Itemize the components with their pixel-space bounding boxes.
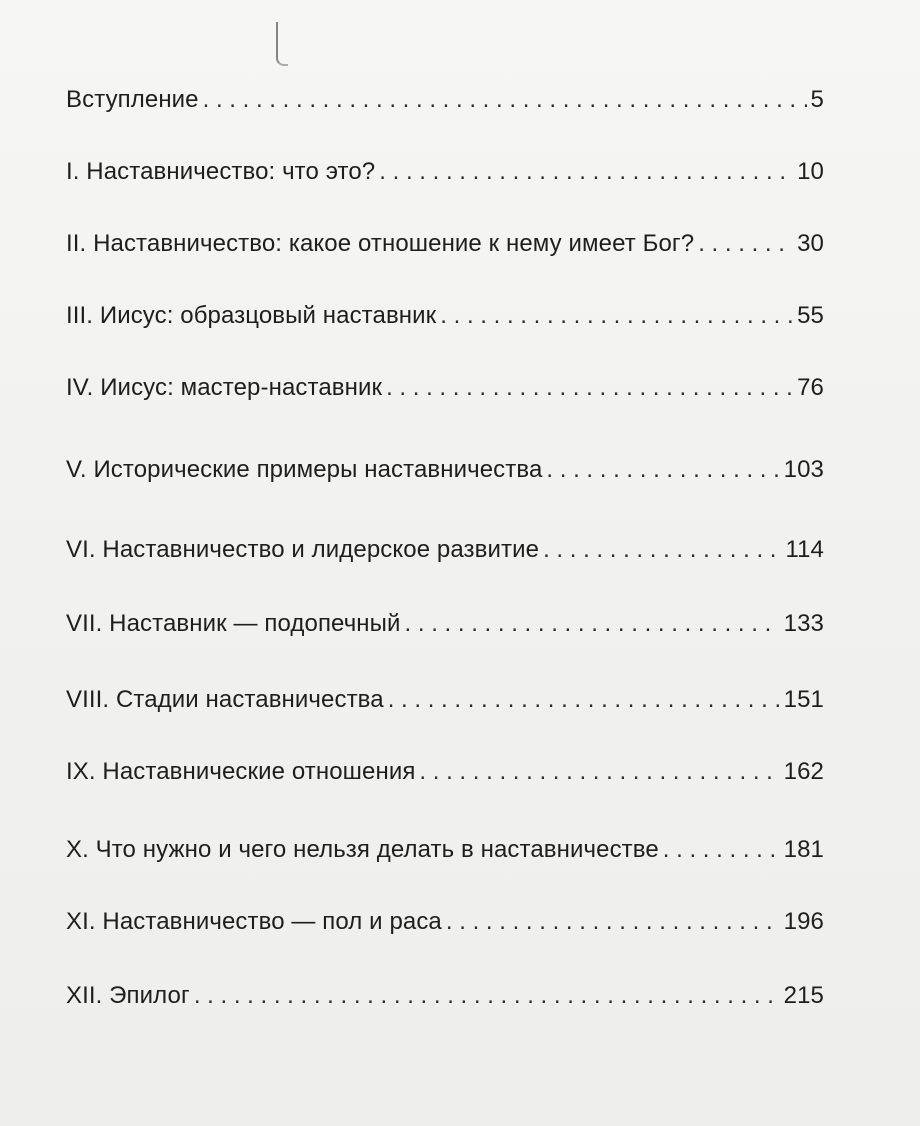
toc-entry-chapter-10[interactable] xyxy=(66,830,824,870)
toc-entry-page: 151 xyxy=(783,686,824,713)
toc-entry-title: II. Наставничество: какое отношение к нему имеет Бог? xyxy=(66,230,695,257)
toc-dot-leader xyxy=(405,604,780,644)
toc-entry-title: VIII. Стадии наставничества xyxy=(66,686,384,713)
toc-entry-chapter-6[interactable] xyxy=(66,530,824,570)
toc-entry-chapter-11[interactable] xyxy=(66,902,824,942)
toc-entry-title: I. Наставничество: что это? xyxy=(66,158,376,185)
toc-dot-leader xyxy=(698,224,793,264)
toc-entry-page: 196 xyxy=(783,908,824,935)
toc-entry-title: IV. Иисус: мастер-наставник xyxy=(66,374,383,401)
toc-entry-chapter-5[interactable] xyxy=(66,450,824,490)
toc-entry-title: VII. Наставник — подопечный xyxy=(66,610,401,637)
toc-entry-chapter-7[interactable] xyxy=(66,604,824,644)
toc-entry-page: 103 xyxy=(783,456,824,483)
toc-entry-chapter-8[interactable] xyxy=(66,680,824,720)
toc-dot-leader xyxy=(194,976,780,1016)
toc-entry-chapter-2[interactable] xyxy=(66,224,824,264)
toc-entry-chapter-4[interactable] xyxy=(66,368,824,408)
toc-dot-leader xyxy=(203,80,807,120)
toc-entry-title: V. Исторические примеры наставничества xyxy=(66,456,543,483)
toc-entry-chapter-9[interactable] xyxy=(66,752,824,792)
toc-dot-leader xyxy=(386,368,793,408)
toc-dot-leader xyxy=(379,152,793,192)
toc-dot-leader xyxy=(543,530,781,570)
toc-entry-page: 133 xyxy=(783,610,824,637)
toc-entry-title: Вступление xyxy=(66,86,199,113)
toc-dot-leader xyxy=(388,680,780,720)
toc-entry-page: 10 xyxy=(797,158,824,185)
toc-dot-leader xyxy=(446,902,780,942)
toc-entry-page: 181 xyxy=(783,836,824,863)
toc-dot-leader xyxy=(419,752,779,792)
toc-entry-title: III. Иисус: образцовый наставник xyxy=(66,302,437,329)
toc-entry-title: XI. Наставничество — пол и раса xyxy=(66,908,442,935)
toc-dot-leader xyxy=(440,296,793,336)
toc-entry-page: 5 xyxy=(810,86,824,113)
toc-entry-title: X. Что нужно и чего нельзя делать в наставничестве xyxy=(66,836,659,863)
toc-entry-page: 162 xyxy=(783,758,824,785)
toc-dot-leader xyxy=(546,450,779,490)
toc-entry-chapter-1[interactable] xyxy=(66,152,824,192)
toc-entry-page: 215 xyxy=(783,982,824,1009)
toc-entry-page: 30 xyxy=(797,230,824,257)
toc-entry-intro[interactable] xyxy=(66,80,824,120)
toc-entry-title: XII. Эпилог xyxy=(66,982,190,1009)
toc-entry-title: VI. Наставничество и лидерское развитие xyxy=(66,536,540,563)
toc-entry-page: 55 xyxy=(797,302,824,329)
toc-dot-leader xyxy=(663,830,780,870)
toc-entry-chapter-3[interactable] xyxy=(66,296,824,336)
toc-entry-title: IX. Наставнические отношения xyxy=(66,758,416,785)
toc-entry-page: 114 xyxy=(785,536,824,563)
toc-entry-chapter-12[interactable] xyxy=(66,976,824,1016)
toc-entry-page: 76 xyxy=(797,374,824,401)
